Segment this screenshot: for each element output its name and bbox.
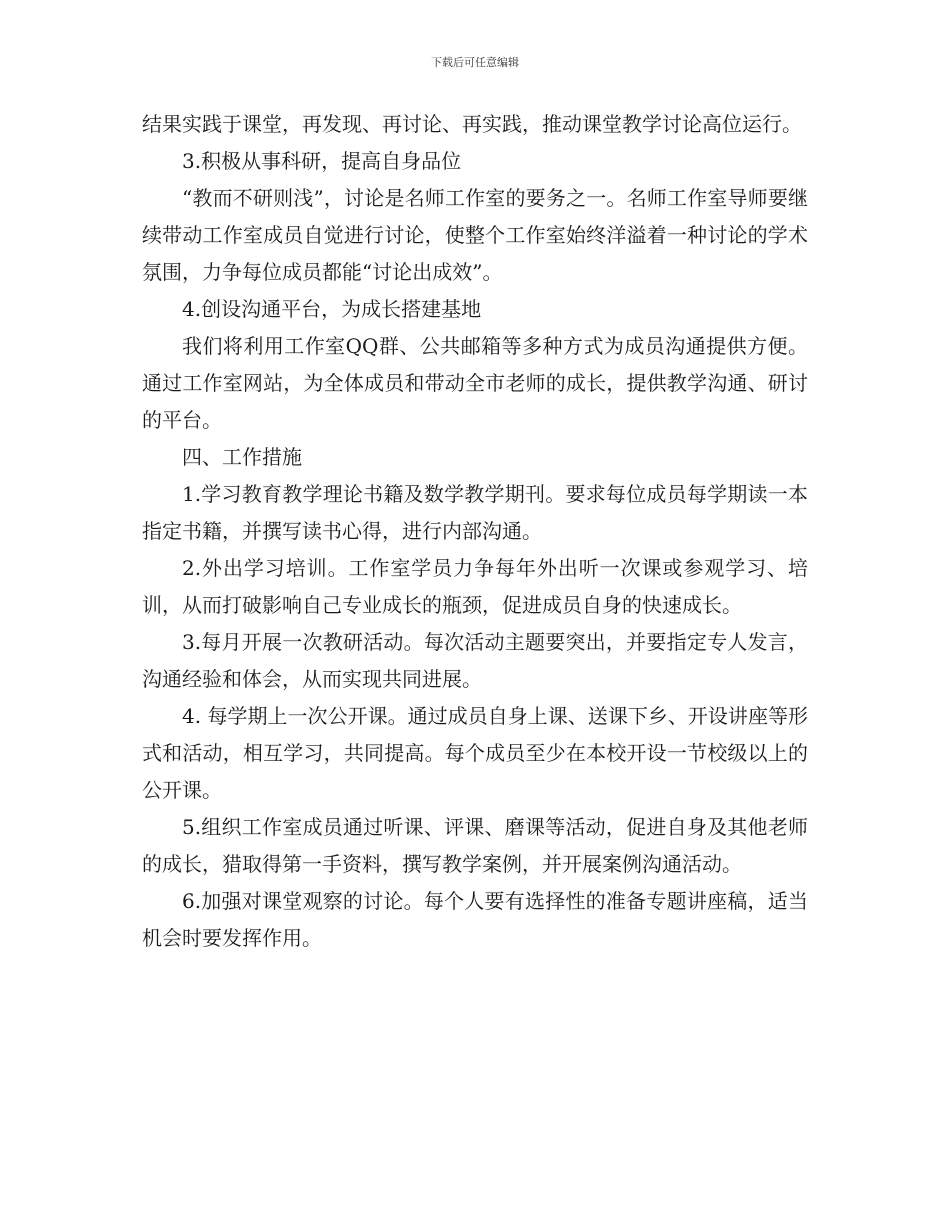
heading-platform: 4.创设沟通平台，为成长搭建基地	[182, 297, 482, 321]
section-heading-measures: 四、工作措施	[182, 445, 302, 469]
header-note: 下载后可任意编辑	[431, 56, 519, 69]
measure-item-4: 4. 每学期上一次公开课。通过成员自身上课、送课下乡、开设讲座等形式和活动，相互学习，共同提高。每个成员至少在本校开设一节校级以上的公开课。	[142, 704, 808, 802]
paragraph-continuation: 结果实践于课堂，再发现、再讨论、再实践，推动课堂教学讨论高位运行。	[142, 112, 802, 136]
paragraph-research: “教而不研则浅”，讨论是名师工作室的要务之一。名师工作室导师要继续带动工作室成员自觉进行讨论，使整个工作室始终洋溢着一种讨论的学术氛围，力争每位成员都能“讨论出成效”。	[142, 186, 808, 284]
measure-item-1: 1.学习教育教学理论书籍及数学教学期刊。要求每位成员每学期读一本指定书籍，并撰写读书心得，进行内部沟通。	[142, 482, 808, 543]
measure-item-3: 3.每月开展一次教研活动。每次活动主题要突出，并要指定专人发言，沟通经验和体会，从而实现共同进展。	[142, 630, 808, 691]
measure-item-5: 5.组织工作室成员通过听课、评课、磨课等活动，促进自身及其他老师的成长，猎取得第一手资料，撰写教学案例，并开展案例沟通活动。	[142, 815, 808, 876]
paragraph-platform: 我们将利用工作室QQ群、公共邮箱等多种方式为成员沟通提供方便。通过工作室网站，为全体成员和带动全市老师的成长，提供教学沟通、研讨的平台。	[142, 334, 808, 432]
measure-item-2: 2.外出学习培训。工作室学员力争每年外出听一次课或参观学习、培训，从而打破影响自己专业成长的瓶颈，促进成员自身的快速成长。	[142, 556, 808, 617]
heading-research: 3.积极从事科研，提高自身品位	[182, 149, 462, 173]
document-body	[142, 106, 808, 957]
measure-item-6: 6.加强对课堂观察的讨论。每个人要有选择性的准备专题讲座稿，适当机会时要发挥作用。	[142, 889, 808, 950]
